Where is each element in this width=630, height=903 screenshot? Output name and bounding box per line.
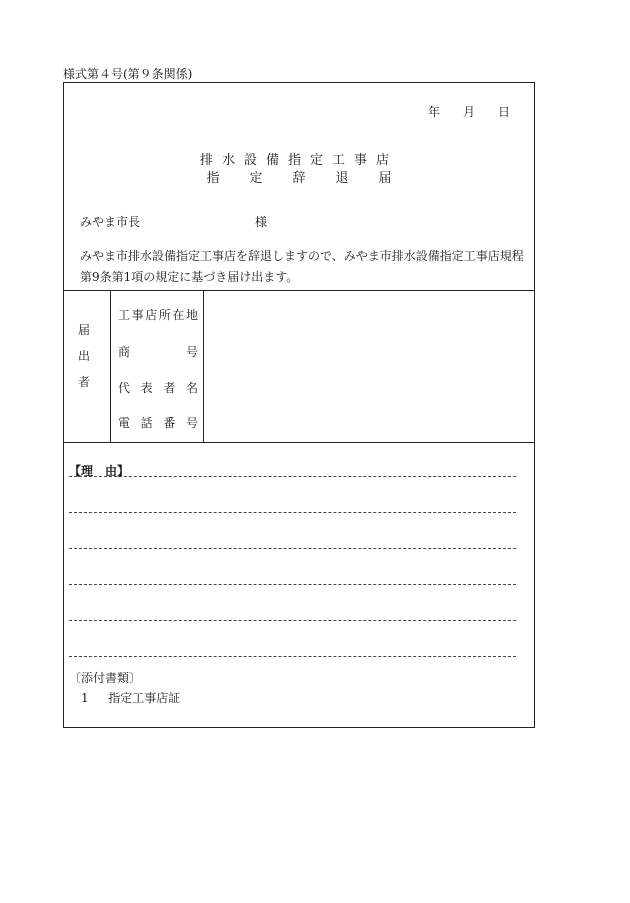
notifier-label: 届出者 [77,323,90,389]
reason-line [69,656,516,657]
field-label-char: 地 [185,308,198,322]
form-frame [63,82,535,728]
field-label-char: 代 [118,381,131,395]
field-phone-label [118,414,198,431]
field-trade-name-label [118,343,198,360]
title-char: 届 [378,171,392,186]
attachment-item-number: 1 [81,691,89,705]
honorific: 様 [255,215,268,229]
attachments-heading: 〔添付書類〕 [69,671,142,685]
divider-bottom [64,442,534,443]
date-month: 月 [463,105,476,119]
field-label-char: 表 [140,381,153,395]
title-line1 [64,149,534,168]
reason-label: 【理 由】 [69,464,130,478]
title-line1-text: 排水設備指定工事店 [199,153,398,168]
title-line2 [64,167,534,186]
column-divider-2 [203,290,204,442]
attachment-item-text: 指定工事店証 [108,691,181,705]
reason-line [69,476,516,477]
date-year: 年 [428,105,441,119]
field-label-char: 事 [131,308,144,322]
reason-line [69,584,516,585]
field-label-char: 号 [185,345,198,359]
title-line2-text [206,167,391,186]
title-char: 辞 [292,171,306,186]
field-label-char: 電 [118,416,131,430]
field-label-char: 商 [118,345,131,359]
reason-line [69,512,516,513]
field-address-label [118,306,198,323]
field-label-char: 店 [145,308,158,322]
field-representative-label [118,379,198,396]
field-label-char: 号 [185,416,198,430]
field-label-char: 在 [172,308,185,322]
field-label-char: 番 [163,416,176,430]
field-label-char: 話 [140,416,153,430]
date-day: 日 [498,105,511,119]
body-text: みやま市排水設備指定工事店を辞退しますので、みやま市排水設備指定工事店規程第9条第1項の規定に基づき届け出ます。 [80,249,524,284]
title-char: 指 [206,171,220,186]
form-number: 様式第４号(第９条関係) [63,67,193,81]
addressee: みやま市長 [80,215,141,229]
reason-line [69,548,516,549]
field-label-char: 者 [163,381,176,395]
column-divider-1 [110,290,111,442]
field-label-char: 工 [118,308,131,322]
title-char: 定 [249,171,263,186]
title-char: 退 [335,171,349,186]
field-label-char: 所 [158,308,171,322]
divider-top [64,290,534,291]
attachment-item [81,689,180,706]
reason-line [69,620,516,621]
field-label-char: 名 [185,381,198,395]
